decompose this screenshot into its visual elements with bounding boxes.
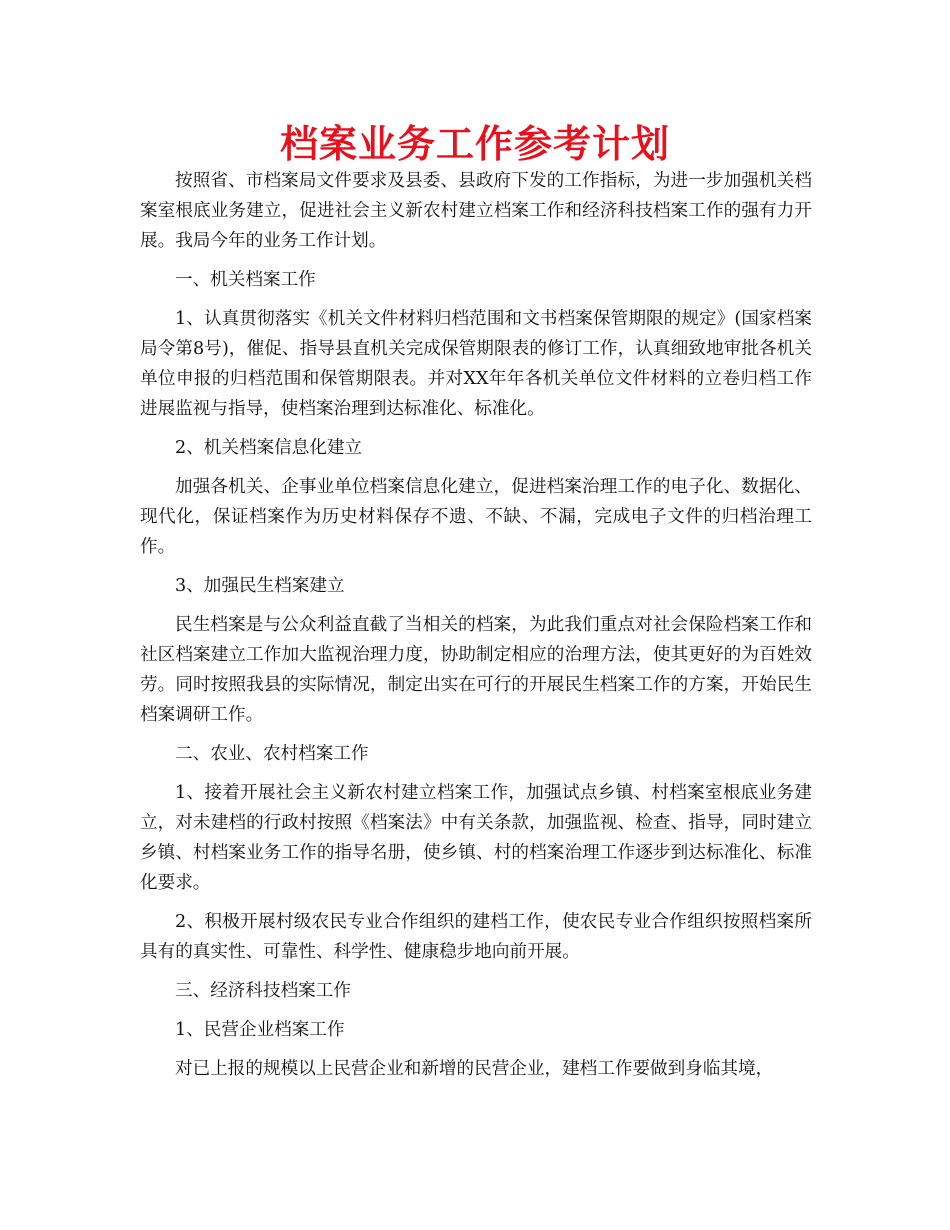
paragraph-2-2: 2、积极开展村级农民专业合作组织的建档工作，使农民专业合作组织按照档案所具有的真实性、可靠性、科学性、健康稳步地向前开展。 [140,912,812,962]
paragraph-1-1: 1、认真贯彻落实《机关文件材料归档范围和文书档案保管期限的规定》(国家档案局令第8号)，催促、指导县直机关完成保管期限表的修订工作，认真细致地审批各机关单位申报的归档范围和保管期限表。并对XX年年各机关单位文件材料的立卷归档工作进展监视与指导，使档案治理到达标准化、标准化。 [140,309,812,419]
paragraph-3-1: 对已上报的规模以上民营企业和新增的民营企业，建档工作要做到身临其境， [175,1059,774,1079]
paragraph-1-2: 加强各机关、企事业单位档案信息化建立，促进档案治理工作的电子化、数据化、现代化，保证档案作为历史材料保存不遗、不缺、不漏，完成电子文件的归档治理工作。 [140,477,812,557]
heading-section-2: 二、农业、农村档案工作 [175,744,369,764]
paragraph-2-1: 1、接着开展社会主义新农村建立档案工作，加强试点乡镇、村档案室根底业务建立，对未建档的行政村按照《档案法》中有关条款，加强监视、检查、指导，同时建立乡镇、村档案业务工作的指导名册，使乡镇、村的档案治理工作逐步到达标准化、标准化要求。 [140,783,812,893]
document-title: 档案业务工作参考计划 [279,122,670,166]
heading-1-2: 2、机关档案信息化建立 [175,438,363,458]
paragraph-intro: 按照省、市档案局文件要求及县委、县政府下发的工作指标，为进一步加强机关档案室根底业务建立，促进社会主义新农村建立档案工作和经济科技档案工作的强有力开展。我局今年的业务工作计划。 [140,171,812,251]
document-body [140,166,812,1093]
paragraph-1-3: 民生档案是与公众利益直截了当相关的档案，为此我们重点对社会保险档案工作和社区档案建立工作加大监视治理力度，协助制定相应的治理方法，使其更好的为百姓效劳。同时按照我县的实际情况，制定出实在可行的开展民生档案工作的方案，开始民生档案调研工作。 [140,615,812,725]
heading-3-1: 1、民营企业档案工作 [175,1020,345,1040]
heading-section-1: 一、机关档案工作 [175,270,316,290]
heading-1-3: 3、加强民生档案建立 [175,576,345,596]
heading-section-3: 三、经济科技档案工作 [175,981,351,1001]
